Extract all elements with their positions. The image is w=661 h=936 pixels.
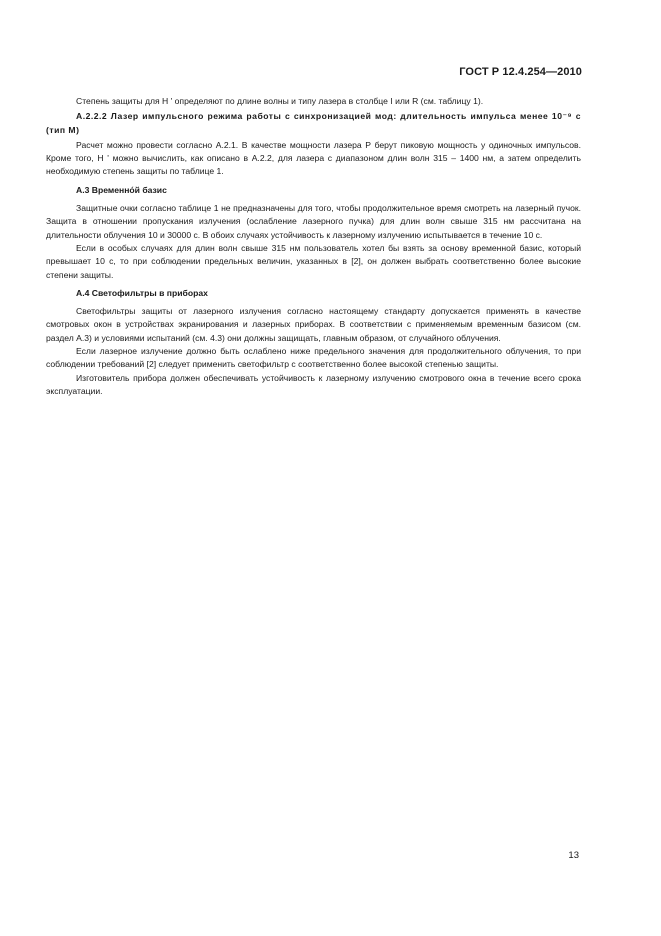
- document-body: [46, 95, 581, 398]
- paragraph: Защитные очки согласно таблице 1 не предназначены для того, чтобы продолжительное время смотреть на лазерный пучок. Защита в отношении пропускания излучения (ослабление лазерного пучка) для длин волн свыше 315 нм рассчитана на длительности облучения 10 и 30000 с. В обоих случаях устойчивость к лазерному излучению испытывается в течение 10 с.: [46, 203, 581, 240]
- paragraph: Если в особых случаях для длин волн свыше 315 нм пользователь хотел бы взять за основу временной базис, который превышает 10 с, то при соблюдении предельных величин, указанных в [2], он должен выбрать соответственно более высокие степени защиты.: [46, 242, 581, 280]
- paragraph: Степень защиты для Н ' определяют по длине волны и типу лазера в столбце I или R (см. таблицу 1).: [76, 96, 484, 106]
- section-heading-a3: А.3 Временно́й базис: [76, 184, 167, 195]
- paragraph: Расчет можно провести согласно А.2.1. В качестве мощности лазера Р берут пиковую мощность у одиночных импульсов. Кроме того, Н ' можно вычислить, как описано в А.2.2, для лазера с диапазоном длин волн 315 – 1400 нм, а затем определить необходимую степень защиты по таблице 1.: [46, 139, 581, 177]
- paragraph: Светофильтры защиты от лазерного излучения согласно настоящему стандарту допускается применять в качестве смотровых окон в устройствах экранирования и лазерных приборах. В соответствии с применяемым временным базисом (см. раздел А.3) и условиями испытаний (см. 4.3) они должны защищать, главным образом, от случайного облучения.: [46, 306, 581, 343]
- section-heading-a4: А.4 Светофильтры в приборах: [76, 287, 208, 298]
- paragraph: Если лазерное излучение должно быть ослаблено ниже предельного значения для продолжительного облучения, то при соблюдении требований [2] следует применить светофильтр с соответственно более высокой степенью защиты.: [46, 346, 581, 370]
- section-heading-a222: А.2.2.2 Лазер импульсного режима работы с синхронизацией мод: длительность импульса менее 10⁻⁹ с (тип М): [46, 111, 581, 135]
- page-number: 13: [568, 850, 579, 861]
- paragraph: Изготовитель прибора должен обеспечивать устойчивость к лазерному излучению смотрового окна в течение всего срока эксплуатации.: [46, 372, 581, 396]
- document-header: ГОСТ Р 12.4.254—2010: [459, 66, 582, 78]
